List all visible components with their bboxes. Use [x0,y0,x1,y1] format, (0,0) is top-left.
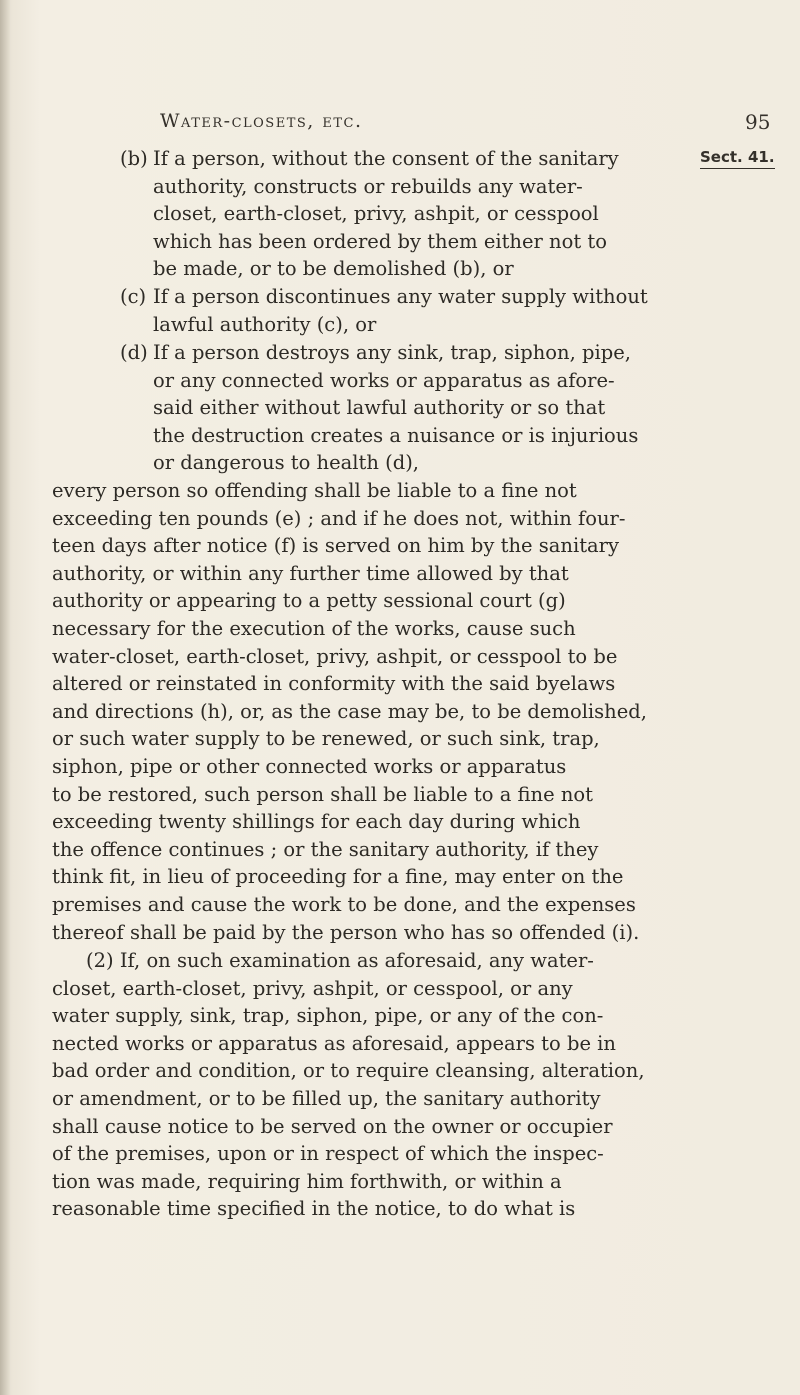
text-line: If a person, without the consent of the sanitary [153,147,619,170]
text-line: reasonable time specified in the notice, to do what is [52,1197,576,1221]
text-line: authority or appearing to a petty sessional court (g) [52,589,566,613]
text-line: the destruction creates a nuisance or is injurious [153,423,639,447]
text-line: to be restored, such person shall be liable to a fine not [52,782,593,806]
text-line: said either without lawful authority or so that [153,396,606,420]
text-line: bad order and condition, or to require cleansing, alteration, [52,1059,645,1083]
text-line: altered or reinstated in conformity with the said byelaws [52,672,616,696]
text-line: the offence continues ; or the sanitary authority, if they [52,837,599,861]
text-line: If a person destroys any sink, trap, siphon, pipe, [153,341,631,364]
text-line: (2) If, on such examination as aforesaid, any water- [86,949,594,972]
text-line: and directions (h), or, as the case may be, to be demolished, [52,699,647,723]
text-line: water-closet, earth-closet, privy, ashpit, or cesspool to be [52,644,618,668]
text-line: every person so offending shall be liable to a fine not [52,479,577,502]
text-line: tion was made, requiring him forthwith, or within a [52,1169,562,1193]
text-line: If a person discontinues any water supply without [153,285,648,308]
text-line: closet, earth-closet, privy, ashpit, or cesspool [153,202,599,226]
text-line: necessary for the execution of the works, cause such [52,616,576,640]
text-line: exceeding ten pounds (e) ; and if he does not, within four- [52,506,626,530]
clause-c [120,283,680,338]
text-line: nected works or apparatus as aforesaid, appears to be in [52,1031,616,1055]
text-line: think fit, in lieu of proceeding for a fine, may enter on the [52,865,624,889]
running-header [0,110,800,140]
text-line: of the premises, upon or in respect of which the inspec- [52,1142,604,1166]
clause-marker: (c) [120,285,147,308]
margin-note-section: Sect. 41. [700,148,775,169]
text-line: or dangerous to health (d), [153,451,420,475]
clause-b [120,145,680,283]
text-line: premises and cause the work to be done, and the expenses [52,892,636,916]
text-line: authority, or within any further time allowed by that [52,561,569,585]
running-title: Water-closets, etc. [160,110,363,132]
text-line: water supply, sink, trap, siphon, pipe, or any of the con- [52,1004,604,1028]
page-number: 95 [745,110,771,134]
text-line: teen days after notice (f) is served on him by the sanitary [52,534,619,558]
text-line: be made, or to be demolished (b), or [153,257,514,281]
clause-marker: (b) [120,147,148,170]
text-line: which has been ordered by them either not to [153,229,607,253]
text-line: exceeding twenty shillings for each day during which [52,810,581,834]
text-line: or amendment, or to be filled up, the sanitary authority [52,1086,601,1110]
text-line: or such water supply to be renewed, or such sink, trap, [52,727,600,751]
clause-d [120,339,680,477]
subsection-2 [52,947,682,1223]
text-line: closet, earth-closet, privy, ashpit, or cesspool, or any [52,976,573,1000]
text-line: shall cause notice to be served on the owner or occupier [52,1114,613,1138]
clause-marker: (d) [120,341,148,364]
text-line: or any connected works or apparatus as afore- [153,368,615,392]
text-line: thereof shall be paid by the person who has so offended (i). [52,920,640,944]
text-line: authority, constructs or rebuilds any water- [153,174,583,198]
text-line: lawful authority (c), or [153,312,377,336]
body-paragraph [52,477,682,946]
page-binding-edge [0,0,10,1395]
text-line: siphon, pipe or other connected works or apparatus [52,754,567,778]
